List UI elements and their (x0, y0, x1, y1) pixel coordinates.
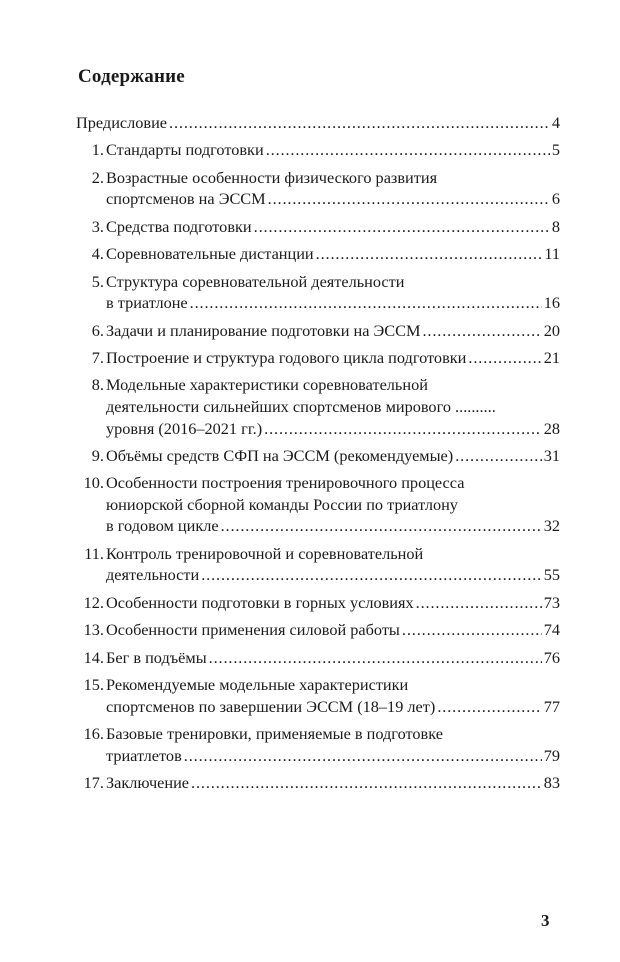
toc-entry[interactable] (76, 320, 560, 342)
toc-entry-number: 12. (83, 592, 104, 612)
toc-entry-last-line (106, 772, 560, 794)
toc-entry-last-line (106, 139, 560, 161)
toc-entry[interactable] (76, 216, 560, 238)
toc-entry-title: уровня (2016–2021 гг.) (106, 418, 263, 438)
toc-entry-last-line (106, 418, 560, 440)
toc-entry-body (106, 543, 560, 586)
toc-entry-body (106, 216, 560, 238)
toc-entry-page: 31 (543, 445, 560, 465)
toc-entry-title: Стандарты подготовки (106, 140, 264, 160)
toc-entry-page: 16 (543, 293, 560, 313)
toc-entry-title: спортсменов на ЭССМ (106, 189, 266, 209)
toc-entry-page: 11 (544, 244, 560, 264)
toc-entry-title: Предисловие (76, 113, 168, 132)
toc-entry-body (106, 723, 560, 766)
toc-entry-title: Бег в подъёмы (106, 647, 207, 667)
toc-entry[interactable] (76, 592, 560, 614)
toc-entry-body (106, 271, 560, 314)
dot-leader (416, 592, 542, 614)
dot-leader (190, 292, 542, 314)
dot-leader (254, 216, 550, 238)
toc-entry-last-line (106, 515, 560, 537)
toc-entry-last-line (106, 216, 560, 238)
dot-leader (468, 347, 541, 369)
toc-entry[interactable] (76, 543, 560, 586)
toc-entry-page: 21 (543, 347, 560, 367)
toc-entry-body (106, 472, 560, 537)
toc-entry[interactable] (76, 647, 560, 669)
toc-entry-body (106, 647, 560, 669)
dot-leader (201, 564, 542, 586)
toc-entry-number: 4. (91, 244, 104, 264)
toc-entry-title-line: Особенности построения тренировочного процесса (106, 473, 465, 493)
toc-entry-body (106, 592, 560, 614)
toc-entry-last-line (106, 647, 560, 669)
dot-leader (455, 445, 542, 467)
toc-entry-page: 55 (543, 565, 560, 585)
toc-entry-page: 5 (551, 140, 560, 160)
toc-entry-title-line: Модельные характеристики соревновательной (106, 375, 428, 395)
toc-entry-body (106, 243, 560, 265)
page-number: 3 (541, 911, 550, 930)
toc-entry-page: 20 (543, 320, 560, 340)
toc-entry-title-line: Возрастные особенности физического развития (106, 167, 438, 187)
dot-leader (422, 320, 541, 342)
toc-entry-body (106, 167, 560, 210)
toc-entry[interactable] (76, 619, 560, 641)
toc-entry-last-line (106, 745, 560, 767)
toc-entry-number: 5. (91, 271, 104, 291)
toc-entry[interactable] (76, 472, 560, 537)
toc-entry-title-line: Базовые тренировки, применяемые в подготовке (106, 724, 443, 743)
toc-entry-title-line: Контроль тренировочной и соревновательной (106, 543, 424, 563)
toc-entry-body (106, 619, 560, 641)
dot-leader (268, 188, 550, 210)
toc-entry-number: 11. (84, 543, 104, 563)
toc-entry-number: 9. (91, 445, 104, 465)
dot-leader (209, 647, 542, 669)
toc-entry-body (106, 445, 560, 467)
toc-entry[interactable] (76, 723, 560, 766)
toc-entry[interactable] (76, 243, 560, 265)
toc-entry[interactable] (76, 167, 560, 210)
toc-entry-page: 32 (543, 516, 560, 536)
toc-entry-number: 16. (83, 724, 104, 743)
toc-entry[interactable] (76, 112, 560, 134)
toc-entry[interactable] (76, 772, 560, 794)
toc-entry-body (106, 139, 560, 161)
toc-entry-last-line (106, 696, 560, 718)
toc-entry-number: 8. (91, 375, 104, 395)
toc-entry-page: 8 (551, 216, 560, 236)
toc-entry-title: Заключение (106, 772, 190, 792)
toc-entry-last-line (106, 445, 560, 467)
toc-entry-title-line: Структура соревновательной деятельности (106, 271, 405, 291)
toc-entry-page: 6 (551, 189, 560, 209)
toc-entry-title: Особенности подготовки в горных условиях (106, 592, 414, 612)
toc-entry-number: 10. (83, 473, 104, 493)
toc-entry-last-line (106, 347, 560, 369)
toc-entry-page: 74 (543, 620, 560, 640)
toc-entry-body (106, 674, 560, 717)
toc-entry-title: Особенности применения силовой работы (106, 620, 400, 640)
toc-entry[interactable] (76, 374, 560, 439)
toc-entry-number: 6. (91, 320, 104, 340)
toc-entry[interactable] (76, 271, 560, 314)
toc-heading: Содержание (78, 66, 185, 87)
toc-entry-page: 83 (543, 772, 560, 792)
toc-entry-title: в годовом цикле (106, 516, 219, 536)
dot-leader (184, 745, 542, 767)
toc-entry-number: 1. (91, 140, 104, 160)
dot-leader (402, 619, 542, 641)
toc-entry-number: 2. (91, 167, 104, 187)
dot-leader (264, 418, 542, 440)
toc-entry-number: 3. (91, 216, 104, 236)
toc-entry[interactable] (76, 674, 560, 717)
toc-entry-title: триатлетов (106, 745, 182, 765)
toc-list (76, 112, 560, 799)
toc-entry-last-line (106, 564, 560, 586)
toc-entry-title: деятельности (106, 565, 200, 585)
toc-entry-title: Задачи и планирование подготовки на ЭССМ (106, 320, 421, 340)
toc-entry-title-line: деятельности сильнейших спортсменов мирового .......... (106, 396, 496, 416)
toc-entry-last-line (106, 292, 560, 314)
toc-entry-body (106, 772, 560, 794)
toc-entry-title: Объёмы средств СФП на ЭССМ (рекомендуемые) (106, 445, 454, 465)
toc-entry-page: 76 (543, 647, 560, 667)
toc-entry-number: 17. (83, 772, 104, 792)
toc-entry-title: Соревновательные дистанции (106, 244, 314, 264)
toc-entry-number: 15. (83, 675, 104, 695)
toc-entry-number: 14. (83, 647, 104, 667)
toc-entry-last-line (76, 112, 560, 134)
toc-entry-last-line (106, 592, 560, 614)
dot-leader (169, 112, 550, 134)
toc-entry-title: в триатлоне (106, 293, 188, 313)
toc-entry-last-line (106, 619, 560, 641)
toc-entry-last-line (106, 320, 560, 342)
toc-entry-body (106, 320, 560, 342)
toc-entry[interactable] (76, 445, 560, 467)
toc-entry-page: 28 (543, 418, 560, 438)
dot-leader (266, 139, 550, 161)
toc-entry[interactable] (76, 347, 560, 369)
toc-entry-page: 4 (551, 113, 560, 132)
toc-entry-last-line (106, 188, 560, 210)
toc-entry[interactable] (76, 139, 560, 161)
toc-entry-title: Построение и структура годового цикла подготовки (106, 347, 467, 367)
dot-leader (191, 772, 542, 794)
toc-entry-page: 79 (543, 745, 560, 765)
toc-entry-title-line: Рекомендуемые модельные характеристики (106, 675, 409, 695)
toc-entry-body (106, 347, 560, 369)
dot-leader (316, 243, 543, 265)
toc-entry-title: Средства подготовки (106, 216, 252, 236)
dot-leader (437, 696, 541, 718)
toc-entry-page: 73 (543, 592, 560, 612)
toc-entry-last-line (106, 243, 560, 265)
dot-leader (221, 515, 542, 537)
toc-entry-page: 77 (543, 696, 560, 716)
toc-entry-number: 13. (83, 620, 104, 640)
toc-entry-number: 7. (91, 347, 104, 367)
toc-entry-body (76, 112, 560, 134)
toc-entry-body (106, 374, 560, 439)
toc-entry-title-line: юниорской сборной команды России по триатлону (106, 494, 458, 514)
toc-entry-title: спортсменов по завершении ЭССМ (18–19 лет) (106, 696, 436, 716)
